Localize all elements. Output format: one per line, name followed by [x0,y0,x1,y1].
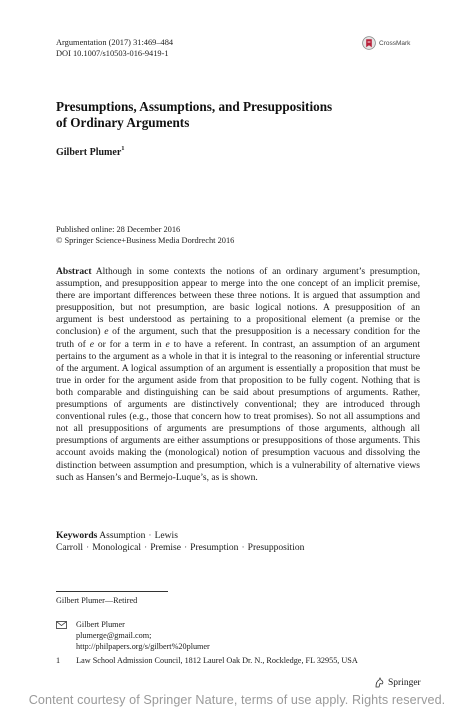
keyword: Lewis Carroll [56,530,178,554]
abstract-text-1: Although in some contexts the notions of an ordinary argument’s presumption, assumption, and presupposition appear to merge into the one concept of an implicit premise, there are important differences between these three notions. It is argued that assumption and presupposition, but not presumption, are basic logical notions. A presupposition of an argument is best understood as pertaining to a propositional element (a premise or the conclusion) [56,266,420,338]
keyword-separator: · [183,542,188,554]
copyright: © Springer Science+Business Media Dordrecht 2016 [56,236,235,245]
title-line-2: of Ordinary Arguments [56,115,190,130]
springer-logo [374,677,421,688]
journal-citation: Argumentation (2017) 31:469–484 [56,38,174,47]
doi[interactable]: DOI 10.1007/s10503-016-9419-1 [56,49,169,58]
publisher-name: Springer [388,677,421,688]
keyword: Premise [150,542,181,554]
abstract [56,266,420,484]
abstract-label: Abstract [56,266,92,277]
abstract-var-e: e [165,338,170,350]
contact-email[interactable]: plumerge@gmail.com; [76,631,152,640]
keyword: Monological [92,542,142,554]
contact-details [76,619,210,652]
keyword-separator: · [148,530,152,541]
contact-name: Gilbert Plumer [76,620,125,629]
springer-horse-icon [374,677,385,688]
envelope-icon [56,621,67,629]
keywords-label: Keywords [56,530,98,541]
abstract-var-e: e [104,326,109,338]
keyword: Presupposition [247,542,305,554]
title-line-1: Presumptions, Assumptions, and Presuppositions [56,99,333,114]
abstract-text-2: of the argument, such that the presupposition is a necessary condition for the truth of [56,326,420,350]
journal-info [56,37,173,59]
abstract-text-3: or for a term in [93,338,166,350]
footnote-text: Law School Admission Council, 1812 Laurel Oak Dr. N., Rockledge, FL 32955, USA [76,656,358,665]
author-name: Gilbert Plumer [56,147,122,158]
publication-info [56,224,234,246]
keyword-separator: · [241,542,245,554]
abstract-text-4: to have a referent. In contrast, an assumption of an argument pertains to the argument as a whole in that it is integral to the reasoning or inferential structure of the argument. A logical assumption of an argument is essentially a proposition that must be true in order for the argument aside from that proposition to be fully cogent. Nothing that is both comparable and distinguishing can be said about presumptions of arguments. Rather, presumptions of arguments are distinctively conventional; they are introduced through conventional rules (e.g., those that concern how to treat promises). So not all assumptions and not all presuppositions of arguments are presumptions of those arguments, although all presumptions of arguments are either assumptions or presuppositions of those arguments. This account avoids making the (monological) notion of presumption vacuous and dissolving the distinction between assumption and presumption, which is a vulnerability of alternative views such as Hansen’s and Bermejo-Luque’s, as is shown. [56,338,420,483]
article-title [56,99,416,131]
affiliation-footnote [56,655,358,666]
keyword: Presumption [190,542,239,554]
abstract-var-e: e [89,338,94,350]
author [56,147,125,158]
keyword-separator: · [144,542,148,554]
crossmark-icon [362,36,376,50]
keyword-separator: · [86,542,90,554]
footnote-divider [56,591,168,592]
author-contact [56,619,210,652]
contact-url[interactable]: http://philpapers.org/s/gilbert%20plumer [76,642,210,651]
watermark-text: Content courtesy of Springer Nature, terms of use apply. Rights reserved. [28,693,446,707]
crossmark-badge[interactable] [362,36,410,50]
author-footnote-mark: 1 [121,145,125,152]
author-note: Gilbert Plumer—Retired [56,596,138,605]
keywords [56,530,420,554]
published-online: Published online: 28 December 2016 [56,225,181,234]
crossmark-label: CrossMark [379,39,411,47]
keyword: Assumption [99,530,146,541]
footnote-number: 1 [56,656,61,665]
